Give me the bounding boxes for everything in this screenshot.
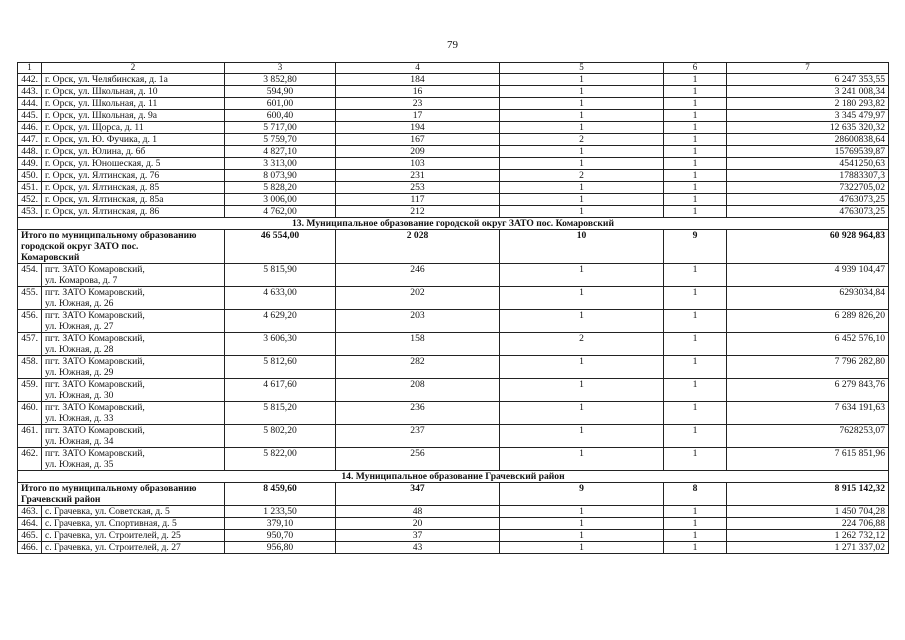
row-col5: 1	[500, 182, 664, 194]
row-residents: 246	[336, 264, 500, 287]
row-number: 464.	[18, 518, 42, 530]
row-residents: 212	[336, 206, 500, 218]
row-col5: 1	[500, 110, 664, 122]
total-label-line: Грачевский район	[21, 494, 101, 505]
total-area: 8 459,60	[225, 483, 336, 506]
row-residents: 231	[336, 170, 500, 182]
row-col5: 1	[500, 506, 664, 518]
total-col6: 8	[664, 483, 727, 506]
row-address: г. Орск, ул. Челябинская, д. 1а	[42, 74, 225, 86]
row-residents: 253	[336, 182, 500, 194]
row-col5: 2	[500, 170, 664, 182]
table-row	[18, 110, 889, 122]
section-heading-row	[18, 471, 889, 483]
row-col5: 1	[500, 194, 664, 206]
column-number: 1	[18, 63, 42, 74]
column-number: 2	[42, 63, 225, 74]
row-residents: 194	[336, 122, 500, 134]
row-col5: 1	[500, 287, 664, 310]
row-col6: 1	[664, 333, 727, 356]
table-row	[18, 86, 889, 98]
row-cost: 6 247 353,55	[727, 74, 889, 86]
row-residents: 16	[336, 86, 500, 98]
row-address-line: пгт. ЗАТО Комаровский,	[45, 333, 145, 344]
row-address: г. Орск, ул. Ю. Фучика, д. 1	[42, 134, 225, 146]
row-col6: 1	[664, 122, 727, 134]
table-row	[18, 122, 889, 134]
row-address: с. Грачевка, ул. Спортивная, д. 5	[42, 518, 225, 530]
row-number: 450.	[18, 170, 42, 182]
row-address-line: ул. Южная, д. 34	[45, 436, 114, 447]
row-col6: 1	[664, 86, 727, 98]
row-col5: 1	[500, 518, 664, 530]
row-area: 594,90	[225, 86, 336, 98]
table-row	[18, 310, 889, 333]
row-number: 462.	[18, 448, 42, 471]
row-residents: 23	[336, 98, 500, 110]
row-cost: 7 615 851,96	[727, 448, 889, 471]
row-col6: 1	[664, 206, 727, 218]
row-cost: 2 180 293,82	[727, 98, 889, 110]
row-number: 443.	[18, 86, 42, 98]
row-cost: 4763073,25	[727, 206, 889, 218]
row-col5: 1	[500, 86, 664, 98]
row-col6: 1	[664, 287, 727, 310]
row-area: 3 006,00	[225, 194, 336, 206]
table-row	[18, 264, 889, 287]
row-col6: 1	[664, 182, 727, 194]
table-row	[18, 182, 889, 194]
row-col6: 1	[664, 74, 727, 86]
row-number: 449.	[18, 158, 42, 170]
row-residents: 167	[336, 134, 500, 146]
row-residents: 184	[336, 74, 500, 86]
register-table	[17, 62, 889, 554]
row-col5: 1	[500, 146, 664, 158]
row-col6: 1	[664, 170, 727, 182]
row-address-line: пгт. ЗАТО Комаровский,	[45, 310, 145, 321]
table-row	[18, 206, 889, 218]
row-number: 452.	[18, 194, 42, 206]
row-col6: 1	[664, 134, 727, 146]
row-col6: 1	[664, 448, 727, 471]
row-area: 8 073,90	[225, 170, 336, 182]
column-number: 7	[727, 63, 889, 74]
row-address-line: ул. Южная, д. 27	[45, 321, 114, 332]
row-area: 600,40	[225, 110, 336, 122]
row-residents: 37	[336, 530, 500, 542]
total-row	[18, 483, 889, 506]
row-cost: 224 706,88	[727, 518, 889, 530]
row-number: 456.	[18, 310, 42, 333]
row-number: 457.	[18, 333, 42, 356]
table-row	[18, 506, 889, 518]
table-row	[18, 98, 889, 110]
table-row	[18, 170, 889, 182]
row-cost: 7 634 191,63	[727, 402, 889, 425]
row-col5: 1	[500, 158, 664, 170]
row-residents: 117	[336, 194, 500, 206]
row-cost: 15769539,87	[727, 146, 889, 158]
row-residents: 236	[336, 402, 500, 425]
row-area: 4 629,20	[225, 310, 336, 333]
total-col5: 9	[500, 483, 664, 506]
row-residents: 203	[336, 310, 500, 333]
row-area: 1 233,50	[225, 506, 336, 518]
row-area: 3 313,00	[225, 158, 336, 170]
row-address: с. Грачевка, ул. Советская, д. 5	[42, 506, 225, 518]
row-number: 455.	[18, 287, 42, 310]
total-label	[18, 483, 225, 506]
row-address	[42, 333, 225, 356]
row-col5: 1	[500, 530, 664, 542]
row-area: 379,10	[225, 518, 336, 530]
row-residents: 209	[336, 146, 500, 158]
row-cost: 7628253,07	[727, 425, 889, 448]
table-row	[18, 518, 889, 530]
row-col6: 1	[664, 98, 727, 110]
row-residents: 208	[336, 379, 500, 402]
register-table-body	[18, 63, 889, 554]
page-number: 79	[447, 39, 458, 51]
row-col6: 1	[664, 110, 727, 122]
table-row	[18, 425, 889, 448]
row-col6: 1	[664, 356, 727, 379]
total-cost: 60 928 964,83	[727, 230, 889, 264]
row-residents: 256	[336, 448, 500, 471]
row-cost: 1 271 337,02	[727, 542, 889, 554]
row-col5: 2	[500, 333, 664, 356]
row-number: 448.	[18, 146, 42, 158]
table-row	[18, 333, 889, 356]
row-cost: 3 345 479,97	[727, 110, 889, 122]
row-area: 3 606,30	[225, 333, 336, 356]
row-residents: 282	[336, 356, 500, 379]
total-residents: 2 028	[336, 230, 500, 264]
row-address: г. Орск, ул. Юношеская, д. 5	[42, 158, 225, 170]
row-area: 5 815,20	[225, 402, 336, 425]
column-number: 6	[664, 63, 727, 74]
total-label	[18, 230, 225, 264]
table-row	[18, 530, 889, 542]
total-col5: 10	[500, 230, 664, 264]
row-col5: 1	[500, 264, 664, 287]
row-col6: 1	[664, 402, 727, 425]
table-row	[18, 402, 889, 425]
row-col6: 1	[664, 542, 727, 554]
row-area: 5 759,70	[225, 134, 336, 146]
row-number: 463.	[18, 506, 42, 518]
table-row	[18, 134, 889, 146]
section-heading: 13. Муниципальное образование городской округ ЗАТО пос. Комаровский	[18, 218, 889, 230]
row-area: 5 815,90	[225, 264, 336, 287]
row-residents: 158	[336, 333, 500, 356]
row-address	[42, 448, 225, 471]
row-cost: 6 452 576,10	[727, 333, 889, 356]
row-area: 4 633,00	[225, 287, 336, 310]
row-address-line: пгт. ЗАТО Комаровский,	[45, 448, 145, 459]
row-col5: 1	[500, 425, 664, 448]
row-number: 453.	[18, 206, 42, 218]
row-address: г. Орск, ул. Школьная, д. 10	[42, 86, 225, 98]
table-row	[18, 146, 889, 158]
row-number: 442.	[18, 74, 42, 86]
row-address-line: пгт. ЗАТО Комаровский,	[45, 287, 145, 298]
row-residents: 202	[336, 287, 500, 310]
row-address	[42, 425, 225, 448]
row-col6: 1	[664, 518, 727, 530]
row-area: 601,00	[225, 98, 336, 110]
row-residents: 48	[336, 506, 500, 518]
table-row	[18, 542, 889, 554]
row-number: 446.	[18, 122, 42, 134]
column-number-row	[18, 63, 889, 74]
row-address-line: ул. Южная, д. 28	[45, 344, 114, 355]
row-address-line: пгт. ЗАТО Комаровский,	[45, 379, 145, 390]
table-row	[18, 194, 889, 206]
row-cost: 4 939 104,47	[727, 264, 889, 287]
total-cost: 8 915 142,32	[727, 483, 889, 506]
total-area: 46 554,00	[225, 230, 336, 264]
row-col6: 1	[664, 310, 727, 333]
row-col6: 1	[664, 506, 727, 518]
row-col5: 1	[500, 206, 664, 218]
table-row	[18, 158, 889, 170]
row-cost: 6 279 843,76	[727, 379, 889, 402]
row-area: 5 717,00	[225, 122, 336, 134]
row-area: 5 812,60	[225, 356, 336, 379]
row-address-line: ул. Комарова, д. 7	[45, 275, 118, 286]
row-number: 460.	[18, 402, 42, 425]
row-address-line: ул. Южная, д. 29	[45, 367, 114, 378]
row-address: г. Орск, ул. Щорса, д. 11	[42, 122, 225, 134]
row-col5: 1	[500, 74, 664, 86]
table-row	[18, 287, 889, 310]
row-area: 956,80	[225, 542, 336, 554]
table-row	[18, 379, 889, 402]
row-number: 458.	[18, 356, 42, 379]
row-cost: 6293034,84	[727, 287, 889, 310]
table-row	[18, 356, 889, 379]
row-area: 5 822,00	[225, 448, 336, 471]
row-address: г. Орск, ул. Школьная, д. 9а	[42, 110, 225, 122]
section-heading-row	[18, 218, 889, 230]
row-number: 461.	[18, 425, 42, 448]
total-label-line: Итого по муниципальному образованию	[21, 483, 197, 494]
row-address: г. Орск, ул. Ялтинская, д. 86	[42, 206, 225, 218]
row-number: 444.	[18, 98, 42, 110]
row-cost: 1 262 732,12	[727, 530, 889, 542]
row-address	[42, 310, 225, 333]
row-address-line: ул. Южная, д. 26	[45, 298, 114, 309]
row-address: с. Грачевка, ул. Строителей, д. 27	[42, 542, 225, 554]
row-residents: 103	[336, 158, 500, 170]
row-col5: 1	[500, 379, 664, 402]
row-col6: 1	[664, 194, 727, 206]
row-address: с. Грачевка, ул. Строителей, д. 25	[42, 530, 225, 542]
row-number: 459.	[18, 379, 42, 402]
row-col6: 1	[664, 158, 727, 170]
total-residents: 347	[336, 483, 500, 506]
section-heading: 14. Муниципальное образование Грачевский район	[18, 471, 889, 483]
row-cost: 12 635 320,32	[727, 122, 889, 134]
row-address: г. Орск, ул. Ялтинская, д. 85	[42, 182, 225, 194]
row-col5: 1	[500, 402, 664, 425]
row-cost: 17883307,3	[727, 170, 889, 182]
total-label-line: Итого по муниципальному образованию	[21, 230, 197, 241]
row-residents: 20	[336, 518, 500, 530]
total-label-line: городской округ ЗАТО пос.	[21, 241, 139, 252]
row-residents: 237	[336, 425, 500, 448]
row-cost: 7322705,02	[727, 182, 889, 194]
row-area: 950,70	[225, 530, 336, 542]
column-number: 5	[500, 63, 664, 74]
row-col5: 1	[500, 310, 664, 333]
row-col5: 1	[500, 122, 664, 134]
column-number: 4	[336, 63, 500, 74]
row-number: 465.	[18, 530, 42, 542]
row-address	[42, 264, 225, 287]
row-area: 5 828,20	[225, 182, 336, 194]
row-col5: 1	[500, 98, 664, 110]
row-address-line: пгт. ЗАТО Комаровский,	[45, 264, 145, 275]
row-number: 454.	[18, 264, 42, 287]
row-cost: 3 241 008,34	[727, 86, 889, 98]
row-area: 5 802,20	[225, 425, 336, 448]
row-number: 451.	[18, 182, 42, 194]
total-label-line: Комаровский	[21, 252, 80, 263]
table-row	[18, 74, 889, 86]
row-number: 445.	[18, 110, 42, 122]
row-col5: 2	[500, 134, 664, 146]
row-area: 4 762,00	[225, 206, 336, 218]
row-col6: 1	[664, 264, 727, 287]
row-cost: 4541250,63	[727, 158, 889, 170]
row-cost: 4763073,25	[727, 194, 889, 206]
row-address-line: пгт. ЗАТО Комаровский,	[45, 425, 145, 436]
column-number: 3	[225, 63, 336, 74]
row-address	[42, 379, 225, 402]
row-address-line: ул. Южная, д. 30	[45, 390, 114, 401]
row-address: г. Орск, ул. Ялтинская, д. 76	[42, 170, 225, 182]
row-area: 4 827,10	[225, 146, 336, 158]
row-address: г. Орск, ул. Юлина, д. 6б	[42, 146, 225, 158]
row-area: 4 617,60	[225, 379, 336, 402]
row-address-line: ул. Южная, д. 33	[45, 413, 114, 424]
row-number: 447.	[18, 134, 42, 146]
row-address-line: пгт. ЗАТО Комаровский,	[45, 402, 145, 413]
row-address-line: пгт. ЗАТО Комаровский,	[45, 356, 145, 367]
row-address-line: ул. Южная, д. 35	[45, 459, 114, 470]
row-col6: 1	[664, 530, 727, 542]
total-col6: 9	[664, 230, 727, 264]
row-residents: 17	[336, 110, 500, 122]
row-col5: 1	[500, 356, 664, 379]
total-row	[18, 230, 889, 264]
row-cost: 7 796 282,80	[727, 356, 889, 379]
row-address	[42, 356, 225, 379]
row-residents: 43	[336, 542, 500, 554]
row-cost: 28600838,64	[727, 134, 889, 146]
row-col6: 1	[664, 379, 727, 402]
row-cost: 6 289 826,20	[727, 310, 889, 333]
row-col6: 1	[664, 146, 727, 158]
row-address: г. Орск, ул. Школьная, д. 11	[42, 98, 225, 110]
row-area: 3 852,80	[225, 74, 336, 86]
row-address	[42, 402, 225, 425]
row-col5: 1	[500, 448, 664, 471]
row-cost: 1 450 704,28	[727, 506, 889, 518]
row-col5: 1	[500, 542, 664, 554]
row-address: г. Орск, ул. Ялтинская, д. 85а	[42, 194, 225, 206]
row-col6: 1	[664, 425, 727, 448]
row-address	[42, 287, 225, 310]
row-number: 466.	[18, 542, 42, 554]
table-row	[18, 448, 889, 471]
